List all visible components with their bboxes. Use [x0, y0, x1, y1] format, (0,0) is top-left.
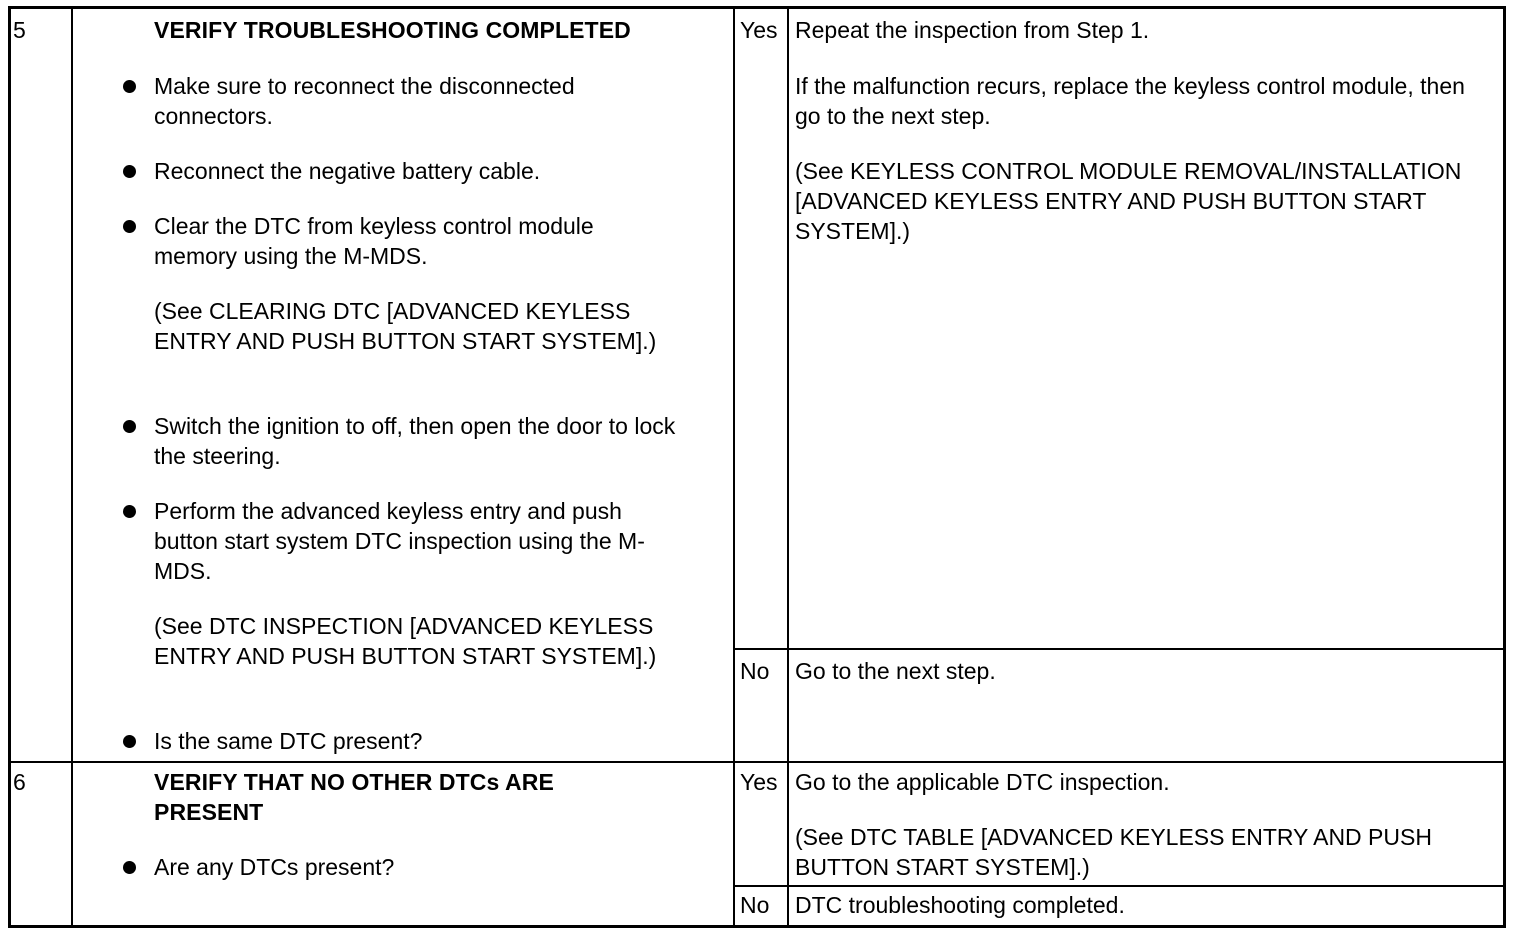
answer-text: Repeat the inspection from Step 1. [795, 17, 1150, 43]
step-number-cell [11, 9, 73, 761]
answer-label-text: Yes [740, 17, 778, 43]
bullet-icon [123, 861, 136, 874]
step-title: VERIFY THAT NO OTHER DTCs ARE PRESENT [154, 769, 554, 825]
step-item [154, 71, 654, 131]
answer-label-text: Yes [740, 769, 778, 795]
step-item-text: Reconnect the negative battery cable. [154, 158, 541, 184]
answer-yes-label [735, 761, 789, 885]
step-item [154, 496, 684, 586]
answer-text: Go to the next step. [795, 658, 996, 684]
bullet-icon [123, 735, 136, 748]
answer-no-label [735, 887, 789, 925]
bullet-icon [123, 165, 136, 178]
step-number: 5 [13, 17, 26, 43]
step-item [154, 726, 724, 756]
answer-text: Go to the applicable DTC inspection. [795, 769, 1170, 795]
answer-label-text: No [740, 658, 770, 684]
answer-no [735, 650, 1503, 761]
answer-text: DTC troubleshooting completed. [795, 892, 1125, 918]
step-item-text: Is the same DTC present? [154, 728, 423, 754]
step-result-cell [735, 761, 1503, 925]
step-item-text: Make sure to reconnect the disconnected connectors. [154, 73, 575, 129]
answer-yes [735, 9, 1503, 648]
bullet-icon [123, 220, 136, 233]
answer-no [735, 887, 1503, 925]
step-reference: (See DTC INSPECTION [ADVANCED KEYLESS ENTRY AND PUSH BUTTON START SYSTEM].) [154, 613, 657, 669]
step-number-cell [11, 761, 73, 925]
step-description-cell [73, 9, 735, 761]
bullet-icon [123, 80, 136, 93]
step-item [154, 411, 694, 471]
step-item-text: Switch the ignition to off, then open the door to lock the steering. [154, 413, 676, 469]
answer-reference: (See DTC TABLE [ADVANCED KEYLESS ENTRY AND PUSH BUTTON START SYSTEM].) [795, 824, 1432, 880]
step-item-text: Perform the advanced keyless entry and push button start system DTC inspection using the M-MDS. [154, 498, 645, 584]
answer-text: If the malfunction recurs, replace the keyless control module, then go to the next step. [795, 73, 1465, 129]
answer-label-text: No [740, 892, 770, 918]
bullet-icon [123, 420, 136, 433]
step-item [154, 156, 724, 186]
step-result-cell [735, 9, 1503, 761]
bullet-icon [123, 505, 136, 518]
answer-yes [735, 761, 1503, 885]
step-item [154, 852, 724, 882]
step-item-text: Clear the DTC from keyless control module memory using the M-MDS. [154, 213, 594, 269]
step-number: 6 [13, 769, 26, 795]
step-row-5 [11, 9, 1503, 763]
step-row-6 [11, 761, 1503, 925]
step-description-cell [73, 761, 735, 925]
answer-yes-label [735, 9, 789, 648]
troubleshooting-table [8, 6, 1506, 928]
step-reference: (See CLEARING DTC [ADVANCED KEYLESS ENTRY AND PUSH BUTTON START SYSTEM].) [154, 298, 657, 354]
answer-no-label [735, 650, 789, 761]
answer-reference: (See KEYLESS CONTROL MODULE REMOVAL/INSTALLATION [ADVANCED KEYLESS ENTRY AND PUSH BUTTON START SYSTEM].) [795, 158, 1462, 244]
step-item-text: Are any DTCs present? [154, 854, 395, 880]
step-title: VERIFY TROUBLESHOOTING COMPLETED [154, 17, 631, 43]
step-item [154, 211, 674, 271]
